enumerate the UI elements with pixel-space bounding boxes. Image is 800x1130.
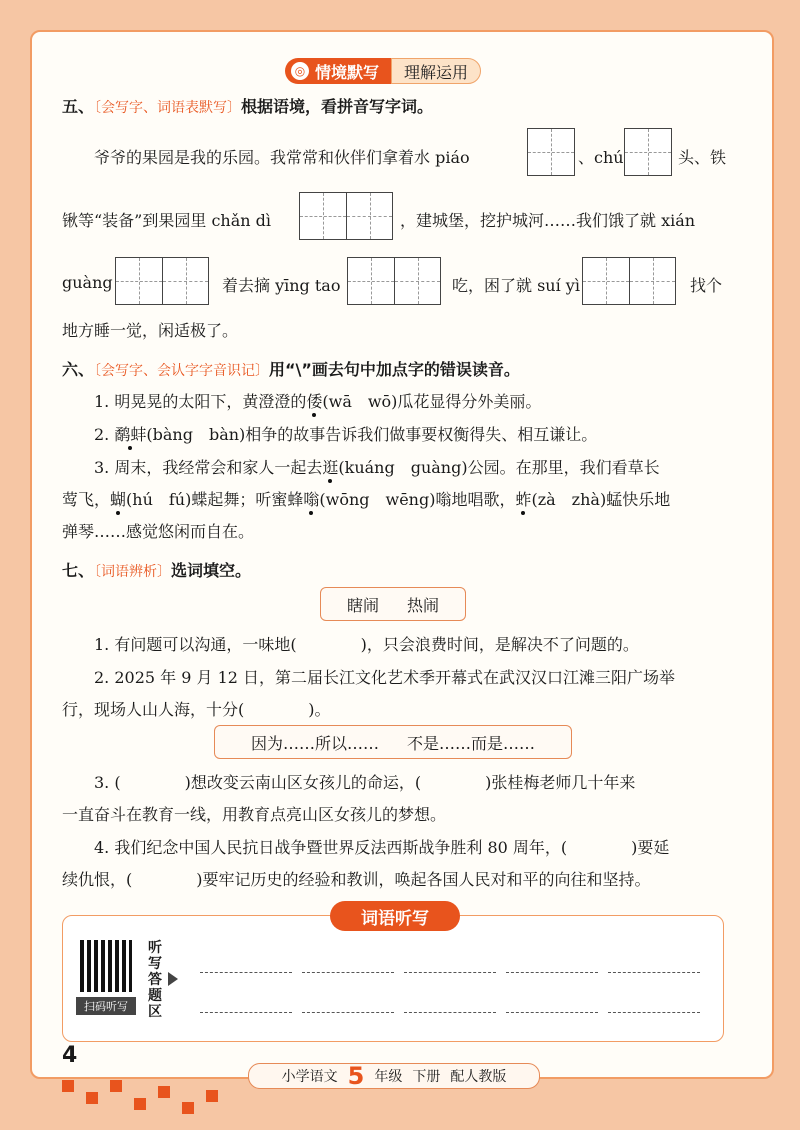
s5-line1c: 头、铁 [678,148,727,167]
text: 1. 明晃晃的太阳下，黄澄澄的 [94,392,307,411]
section-title: 用“\”画去句中加点字的错误读音。 [269,360,520,379]
section-6-heading [62,357,520,380]
section-tag: 〔词语辨析〕 [94,564,172,580]
dotted-char: 逛 [322,458,339,477]
section-number: 七、 [62,561,95,580]
answer-grid-chandi[interactable] [299,192,393,240]
word-choice-box-2 [214,725,572,759]
section-tag: 〔会写字、会认字字音识记〕 [94,363,270,379]
dotted-char: 蝴 [110,490,127,509]
s7-q3a: 3. ( )想改变云南山区女孩儿的命运，( )张桂梅老师几十年来 [94,773,636,792]
volume: 下册 [412,1069,441,1085]
dotted-char: 鹬蚌 [114,425,147,444]
page-number: 4 [62,1043,78,1068]
text: 2. [94,425,115,444]
answer-line[interactable] [404,972,496,973]
section-title: 选词填空。 [171,561,252,580]
text: (wōng wēng)嗡地唱歌， [319,490,516,509]
decor-square [86,1092,98,1104]
footer-label [248,1063,540,1089]
s6-q3-cont [62,487,670,510]
s5-line3d: 找个 [690,276,723,295]
s7-q2a: 2. 2025 年 9 月 12 日，第二届长江文化艺术季开幕式在武汉汉口江滩三阳广场举 [94,668,676,687]
text: (zà zhà)蜢快乐地 [531,490,671,509]
dotted-char: 蚱 [515,490,532,509]
s5-line3a: guàng [62,273,113,292]
grade-number: 5 [347,1062,365,1090]
section-5-heading [62,94,433,117]
banner-left [285,58,391,84]
s7-q3b: 一直奋斗在教育一线，用教育点亮山区女孩儿的梦想。 [62,805,447,824]
s6-q2 [94,422,597,445]
banner-right: 理解运用 [391,58,481,84]
grade-label: 年级 [374,1069,403,1085]
section-number: 六、 [62,360,95,379]
text: (wā wō)瓜花显得分外美丽。 [322,392,542,411]
section-number: 五、 [62,97,95,116]
qr-code-icon[interactable] [80,940,132,992]
section-banner [285,58,481,84]
s5-line3c: 吃，困了就 suí yì [452,276,580,295]
text: 3. 周末，我经常会和家人一起去 [94,458,323,477]
answer-line[interactable] [506,972,598,973]
answer-line[interactable] [506,1012,598,1013]
section-7-heading [62,558,251,581]
s7-q2b: 行，现场人山人海，十分( )。 [62,700,331,719]
decor-square [62,1080,74,1092]
dotted-char: 嗡 [303,490,320,509]
answer-grid-xianguang[interactable] [115,257,209,305]
answer-grid-chu[interactable] [624,128,672,176]
subject: 小学语文 [281,1069,338,1085]
section-tag: 〔会写字、词语表默写〕 [94,100,242,116]
s6-q3-end: 弹琴……感觉悠闲而自在。 [62,522,255,541]
qr-label: 扫码听写 [76,997,136,1015]
s5-line4: 地方睡一觉，闲适极了。 [62,321,239,340]
s5-line2b: ，建城堡，挖护城河……我们饿了就 xián [400,211,696,230]
dictation-title: 词语听写 [330,901,460,931]
answer-line[interactable] [302,1012,394,1013]
decor-square [110,1080,122,1092]
arrow-right-icon [168,972,178,986]
s7-q4b: 续仇恨，( )要牢记历史的经验和教训，唤起各国人民对和平的向往和坚持。 [62,870,651,889]
answer-line[interactable] [200,972,292,973]
banner-left-label: 情境默写 [315,62,380,82]
answer-line[interactable] [608,972,700,973]
s5-line2a: 锹等“装备”到果园里 chǎn dì [62,211,272,230]
answer-line[interactable] [608,1012,700,1013]
dictation-side-label: 听写答题区 [148,940,162,1020]
word-option: 因为……所以…… [250,733,379,753]
word-option: 不是……而是…… [407,733,536,753]
target-icon: ◎ [291,62,309,80]
s6-q1 [94,389,541,412]
dotted-char: 倭 [306,392,323,411]
answer-line[interactable] [200,1012,292,1013]
s6-q3 [94,455,660,478]
answer-grid-yingtao[interactable] [347,257,441,305]
word-choice-box-1 [320,587,466,621]
answer-grid-piao[interactable] [527,128,575,176]
decor-square [182,1102,194,1114]
s5-line1a: 爷爷的果园是我的乐园。我常常和伙伴们拿着水 piáo [94,148,470,167]
text: (bàng bàn)相争的故事告诉我们做事要权衡得失、相互谦让。 [146,425,598,444]
s7-q4a: 4. 我们纪念中国人民抗日战争暨世界反法西斯战争胜利 80 周年，( )要延 [94,838,670,857]
text: (kuáng guàng)公园。在那里，我们看草长 [338,458,660,477]
section-title: 根据语境，看拼音写字词。 [241,97,434,116]
s5-line3b: 着去摘 yīng tao [222,276,341,295]
decor-square [158,1086,170,1098]
word-option: 瞎闹 [346,595,379,615]
answer-line[interactable] [302,972,394,973]
edition: 配人教版 [450,1069,507,1085]
text: 莺飞， [62,490,111,509]
word-option: 热闹 [407,595,440,615]
decor-square [134,1098,146,1110]
answer-grid-suiyi[interactable] [582,257,676,305]
text: (hú fú)蝶起舞；听蜜蜂 [126,490,304,509]
s5-line1b: 、chú [578,148,624,167]
decor-square [206,1090,218,1102]
s7-q1: 1. 有问题可以沟通，一味地( )，只会浪费时间，是解决不了问题的。 [94,635,639,654]
answer-line[interactable] [404,1012,496,1013]
